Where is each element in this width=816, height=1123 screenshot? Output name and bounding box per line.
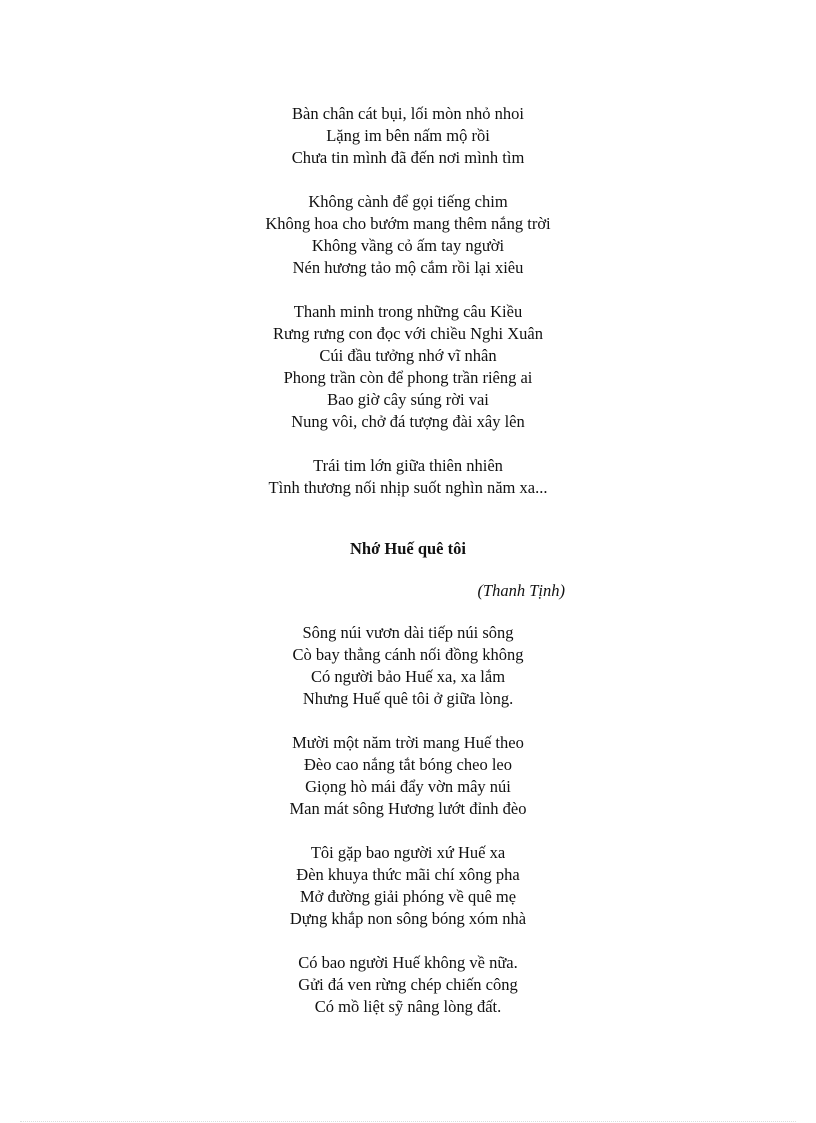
- stanza: [0, 732, 816, 820]
- stanza: [0, 952, 816, 1018]
- stanza: [0, 103, 816, 169]
- stanza: [0, 842, 816, 930]
- poem-line: Cò bay thẳng cánh nối đồng không: [292, 645, 524, 664]
- page-bottom-rule: [20, 1121, 796, 1122]
- poem-title: Nhớ Huế quê tôi: [350, 539, 466, 558]
- stanza: [0, 622, 816, 710]
- poem-line: Rưng rưng con đọc với chiều Nghi Xuân: [273, 324, 543, 343]
- poem-line: Thanh minh trong những câu Kiều: [293, 302, 523, 321]
- poem-line: Giọng hò mái đẩy vờn mây núi: [305, 777, 511, 796]
- poem-line: Trái tim lớn giữa thiên nhiên: [313, 456, 503, 475]
- poem-line: Lặng im bên nấm mộ rồi: [326, 126, 490, 145]
- poem-line: Có người bảo Huế xa, xa lắm: [310, 667, 506, 686]
- poem-line: Dựng khắp non sông bóng xóm nhà: [289, 909, 527, 928]
- poem-line: Có mồ liệt sỹ nâng lòng đất.: [314, 997, 502, 1016]
- poem-line: Bàn chân cát bụi, lối mòn nhỏ nhoi: [292, 104, 524, 123]
- poem-line: Không vầng cỏ ấm tay người: [311, 236, 505, 255]
- poem-line: Tình thương nối nhịp suốt nghìn năm xa...: [268, 478, 548, 497]
- poem-line: Cúi đầu tưởng nhớ vĩ nhân: [319, 346, 497, 365]
- poem-line: Không cành để gọi tiếng chim: [308, 192, 508, 211]
- poem-line: Sông núi vươn dài tiếp núi sông: [302, 623, 514, 642]
- poem-line: Nhưng Huế quê tôi ở giữa lòng.: [302, 689, 514, 708]
- poem-line: Đèo cao nắng tắt bóng cheo leo: [303, 755, 512, 774]
- poem-line: Phong trần còn để phong trần riêng ai: [283, 368, 533, 387]
- poem-author: (Thanh Tịnh): [477, 581, 565, 600]
- poem-line: Nén hương tảo mộ cắm rồi lại xiêu: [292, 258, 524, 277]
- stanza: [0, 301, 816, 433]
- poem-line: Chưa tin mình đã đến nơi mình tìm: [291, 148, 525, 167]
- poem-line: Bao giờ cây súng rời vai: [327, 390, 489, 409]
- poem-line: Không hoa cho bướm mang thêm nắng trời: [265, 214, 551, 233]
- stanza: [0, 455, 816, 499]
- poem-line: Nung vôi, chở đá tượng đài xây lên: [291, 412, 525, 431]
- poem-line: Mười một năm trời mang Huế theo: [292, 733, 524, 752]
- poem-line: Đèn khuya thức mãi chí xông pha: [296, 865, 520, 884]
- poem-line: Man mát sông Hương lướt đỉnh đèo: [289, 799, 527, 818]
- poem-line: Mở đường giải phóng về quê mẹ: [299, 887, 517, 906]
- stanza: [0, 191, 816, 279]
- poem-line: Gửi đá ven rừng chép chiến công: [298, 975, 518, 994]
- poem-line: Tôi gặp bao người xứ Huế xa: [310, 843, 506, 862]
- poem-line: Có bao người Huế không về nữa.: [298, 953, 518, 972]
